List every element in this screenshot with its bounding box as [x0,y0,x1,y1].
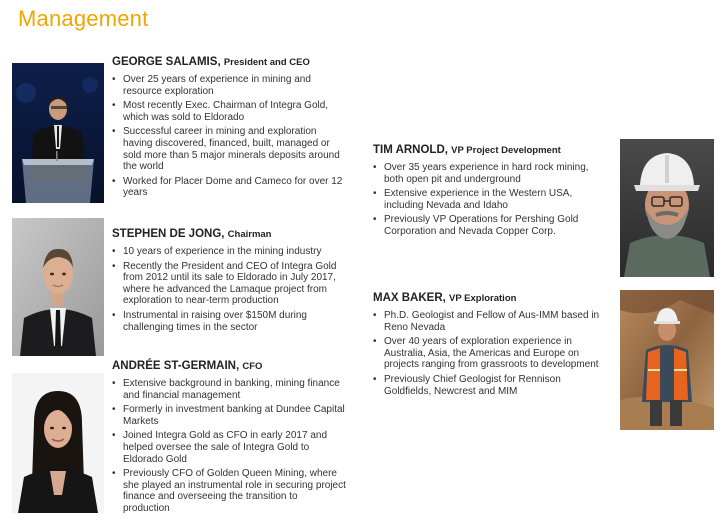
bullet-list [112,378,347,515]
bullet-item: • Recently the President and CEO of Integra Gold from 2012 until its sale to Eldorado in July 2017, where he advanced the Lamaque project from exploration to near-term production [112,261,347,307]
person-role: VP Exploration [449,293,517,304]
bullet-list [373,162,605,238]
photo-andree-st-germain [12,373,104,513]
photo-stephen-de-jong [12,218,104,356]
bullet-item: • Extensive experience in the Western USA, including Nevada and Idaho [373,188,605,211]
bullet-item: • Extensive background in banking, mining finance and financial management [112,378,347,401]
bio-tim-arnold [373,144,605,241]
bullet-item: • Instrumental in raising over $150M during challenging times in the sector [112,310,347,333]
bullet-item: • Most recently Exec. Chairman of Integra Gold, which was sold to Eldorado [112,100,347,123]
bio-george-salamis [112,56,347,202]
person-role: VP Project Development [451,145,561,156]
person-role: CFO [242,361,263,372]
bio-max-baker [373,292,605,400]
bullet-list [112,246,347,333]
person-name: ANDRÉE ST-GERMAIN, CFO [112,360,263,372]
person-name: MAX BAKER, VP Exploration [373,292,517,304]
photo-max-baker [620,290,714,430]
person-name: TIM ARNOLD, VP Project Development [373,144,561,156]
bullet-item: • Worked for Placer Dome and Cameco for over 12 years [112,176,347,199]
bio-andree-st-germain [112,360,347,518]
bullet-item: • Joined Integra Gold as CFO in early 2017 and helped oversee the sale of Integra Gold to Eldorado Gold [112,430,347,465]
photo-tim-arnold [620,139,714,277]
bullet-list [112,74,347,199]
bullet-item: • Previously CFO of Golden Queen Mining, where she played an instrumental role in securing project finance and overseeing the transition to production [112,468,347,514]
person-role: Chairman [227,229,272,240]
photo-george-salamis [12,63,104,203]
bullet-item: • Formerly in investment banking at Dundee Capital Markets [112,404,347,427]
bullet-item: • 10 years of experience in the mining industry [112,246,347,258]
bullet-item: • Successful career in mining and exploration having discovered, financed, built, managed or sold more than 5 major minerals deposits around the world [112,126,347,172]
person-name: GEORGE SALAMIS, President and CEO [112,56,310,68]
bullet-item: • Over 40 years of exploration experience in Australia, Asia, the Americas and Europe on projects ranging from grassroots to development [373,336,605,371]
bullet-item: • Previously Chief Geologist for Rennison Goldfields, Newcrest and MIM [373,374,605,397]
person-name: STEPHEN DE JONG, Chairman [112,228,272,240]
bio-stephen-de-jong [112,228,347,336]
bullet-item: • Over 25 years of experience in mining and resource exploration [112,74,347,97]
page-title: Management [18,6,149,31]
bullet-list [373,310,605,397]
bullet-item: • Over 35 years experience in hard rock mining, both open pit and underground [373,162,605,185]
bullet-item: • Ph.D. Geologist and Fellow of Aus-IMM based in Reno Nevada [373,310,605,333]
bullet-item: • Previously VP Operations for Pershing Gold Corporation and Nevada Copper Corp. [373,214,605,237]
person-role: President and CEO [223,57,310,68]
